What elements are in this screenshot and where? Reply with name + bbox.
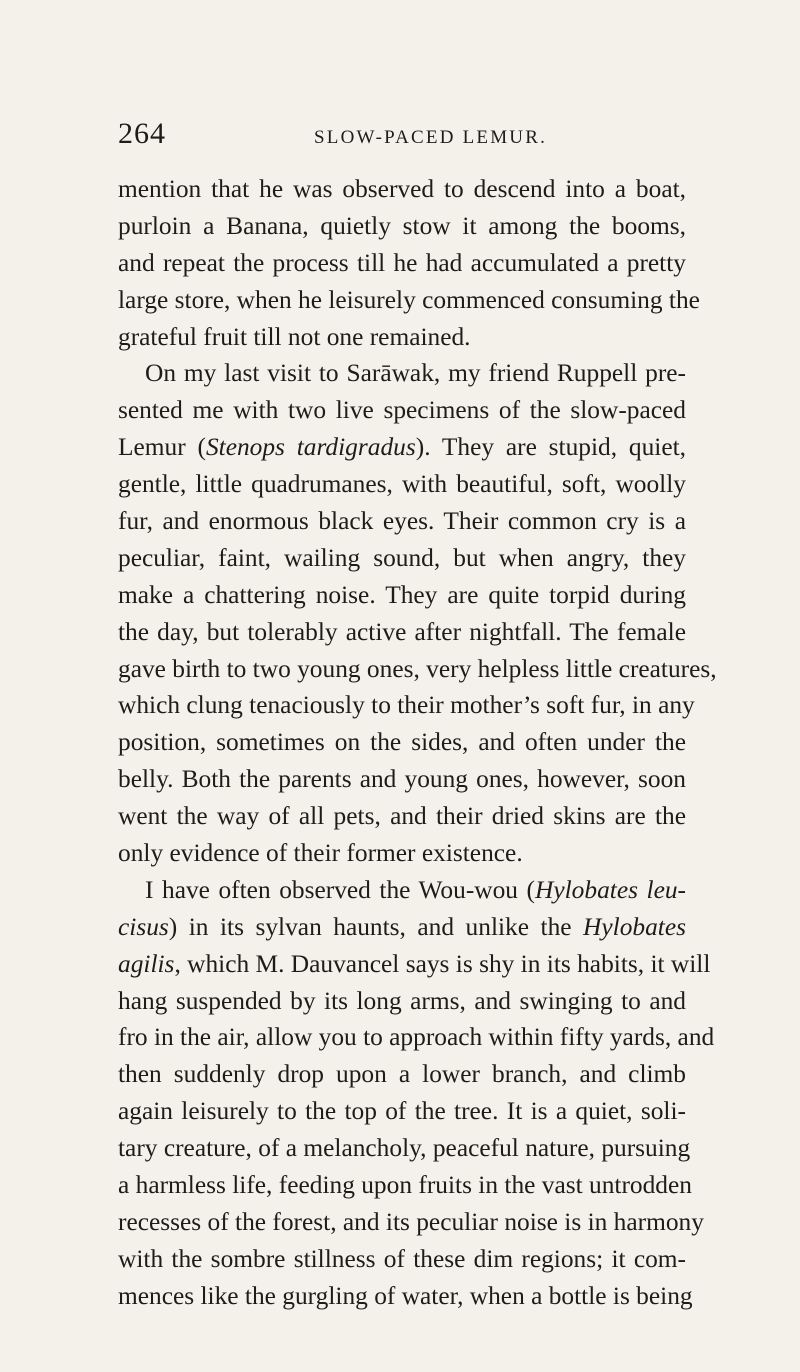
- text-segment: and repeat the process till he had accumulated a pretty: [118, 248, 686, 277]
- text-segment: hang suspended by its long arms, and swinging to and: [118, 986, 686, 1015]
- text-segment: grateful fruit till not one remained.: [118, 322, 471, 351]
- text-segment: recesses of the forest, and its peculiar noise is in harmony: [118, 1207, 704, 1236]
- text-line: [118, 282, 700, 319]
- page-number: 264: [118, 117, 166, 150]
- text-segment: mention that he was observed to descend into a boat,: [118, 175, 686, 203]
- italic-text: agilis: [118, 949, 175, 978]
- text-line: [118, 1204, 704, 1241]
- italic-text: Hylobates: [583, 912, 686, 941]
- text-line: [118, 761, 686, 798]
- text-line: [118, 687, 695, 724]
- text-segment: peculiar, faint, wailing sound, but when angry, they: [118, 543, 686, 572]
- italic-text: cisus: [118, 912, 169, 941]
- text-line: [118, 872, 686, 909]
- text-line: [118, 245, 686, 282]
- text-line: [118, 1130, 691, 1167]
- text-line: [118, 651, 717, 688]
- text-segment: the day, but tolerably active after nightfall. The female: [118, 617, 686, 646]
- text-line: [118, 577, 686, 614]
- page-header: [118, 117, 688, 157]
- text-line: [118, 909, 686, 946]
- text-segment: belly. Both the parents and young ones, however, soon: [118, 765, 686, 794]
- text-line: [118, 946, 711, 983]
- text-segment: went the way of all pets, and their dried skins are the: [118, 802, 686, 831]
- text-line: [118, 614, 686, 651]
- text-line: [118, 798, 686, 835]
- text-segment: which clung tenaciously to their mother’s soft fur, in any: [118, 691, 695, 720]
- text-segment: large store, when he leisurely commenced consuming the: [118, 285, 700, 314]
- text-line: [118, 1056, 686, 1093]
- text-line: [118, 1167, 692, 1204]
- text-segment: a harmless life, feeding upon fruits in the vast untrodden: [118, 1171, 692, 1200]
- text-segment: fur, and enormous black eyes. Their common cry is a: [118, 507, 686, 536]
- text-segment: fro in the air, allow you to approach within fifty yards, and: [118, 1023, 715, 1052]
- text-line: [118, 1093, 686, 1130]
- text-line: [118, 724, 686, 761]
- text-segment: only evidence of their former existence.: [118, 839, 523, 868]
- text-segment: tary creature, of a melancholy, peaceful nature, pursuing: [118, 1134, 691, 1163]
- text-line: [118, 1241, 686, 1278]
- text-line: [118, 392, 686, 429]
- text-segment: again leisurely to the top of the tree. It is a quiet, soli-: [118, 1097, 686, 1126]
- text-segment: gave birth to two young ones, very helpless little creatures,: [118, 654, 717, 683]
- text-segment: sented me with two live specimens of the slow-paced: [118, 396, 686, 425]
- text-line: [118, 319, 686, 356]
- text-segment: Lemur (: [118, 433, 206, 462]
- text-line: [118, 983, 686, 1020]
- text-segment: On my last visit to Sarāwak, my friend Ruppell pre-: [145, 359, 686, 388]
- text-segment: gentle, little quadrumanes, with beautiful, soft, woolly: [118, 470, 686, 499]
- body-text: [118, 171, 717, 1315]
- text-line: [118, 503, 686, 540]
- text-line: [118, 540, 686, 577]
- text-segment: make a chattering noise. They are quite torpid during: [118, 580, 686, 609]
- text-segment: mences like the gurgling of water, when a bottle is being: [118, 1281, 693, 1310]
- text-segment: purloin a Banana, quietly stow it among the booms,: [118, 211, 686, 240]
- text-segment: , which M. Dauvancel says is shy in its habits, it will: [174, 949, 711, 978]
- text-segment: with the sombre stillness of these dim regions; it com-: [118, 1244, 686, 1273]
- text-line: [118, 355, 686, 392]
- text-line: [118, 466, 686, 503]
- text-line: [118, 171, 686, 208]
- running-head: SLOW-PACED LEMUR.: [314, 127, 548, 148]
- text-segment: then suddenly drop upon a lower branch, and climb: [118, 1060, 686, 1089]
- text-line: [118, 208, 686, 245]
- text-line: [118, 1278, 693, 1315]
- italic-text: Stenops tardigradus: [205, 433, 416, 462]
- italic-text: Hylobates leu-: [535, 875, 686, 904]
- text-segment: ) in its sylvan haunts, and unlike the: [168, 912, 584, 941]
- text-segment: I have often observed the Wou-wou (: [145, 875, 536, 904]
- text-segment: ). They are stupid, quiet,: [415, 433, 686, 462]
- text-line: [118, 1019, 715, 1056]
- text-line: [118, 429, 686, 466]
- text-line: [118, 835, 686, 872]
- text-segment: position, sometimes on the sides, and often under the: [118, 728, 686, 757]
